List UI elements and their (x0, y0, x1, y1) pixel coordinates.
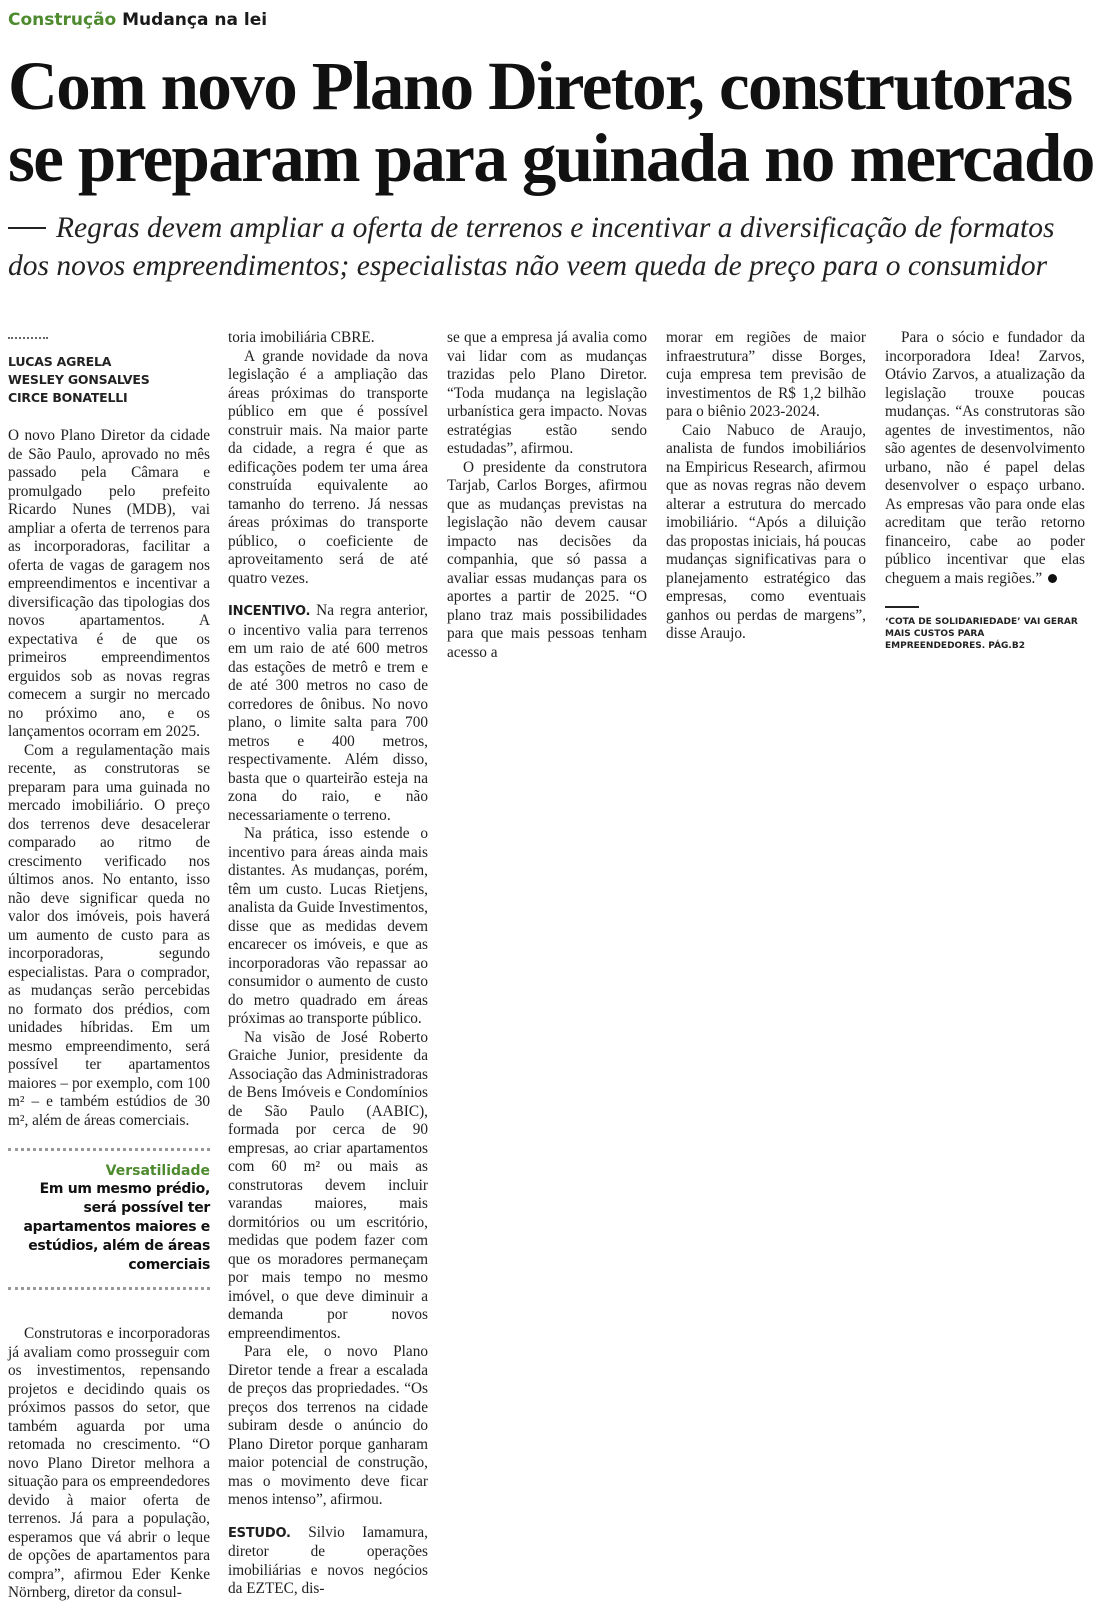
author-2[interactable]: WESLEY GONSALVES (8, 372, 150, 387)
paragraph: A grande novidade da nova legislação é a ampliação das áreas próximas do transporte público em que é possível construir mais. Na maior parte da cidade, a regra é que as edificações podem ter uma área construída equivalente ao tamanho do terreno. Já nessas áreas próximas do transporte público, o coeficiente de aproveitamento será de até quatro vezes. (228, 347, 428, 587)
dek-line-1: Regras devem ampliar a oferta de terrenos e incentivar a diversificação de formatos (56, 212, 1055, 244)
headline (8, 48, 1094, 196)
paragraph: Na visão de José Roberto Graiche Junior, presidente da Associação das Administradoras de Bens Imóveis e Condomínios de São Paulo (AABIC), formada por cerca de 90 empresas, ao criar apartamentos com 60 m² ou mais as construtoras devem incluir varandas maiores, mais dormitórios ou um escritório, medidas que podem fazer com que os moradores permaneçam por mais tempo no mesmo imóvel, o que deve diminuir a demanda por novos empreendimentos. (228, 1028, 428, 1342)
related-article-link[interactable]: ‘COTA DE SOLIDARIEDADE’ VAI GERAR MAIS CUSTOS PARA EMPREENDEDORES. PÁG.B2 (885, 617, 1078, 651)
paragraph: O novo Plano Diretor da cidade de São Paulo, aprovado no mês passado pela Câmara e promulgado pelo prefeito Ricardo Nunes (MDB), vai ampliar a oferta de terrenos para as incorporadoras, facilitar a oferta de vagas de garagem nos empreendimentos e incentivar a diversificação das tipologias dos novos apartamentos. A expectativa é de que os primeiros empreendimentos erguidos sob as novas regras comecem a surgir no mercado no próximo ano, e os lançamentos ocorram em 2025. (8, 427, 210, 740)
paragraph-text: Para o sócio e fundador da incorporadora Idea! Zarvos, Otávio Zarvos, a atualização da legislação trouxe poucas mudanças. “As construtoras são agentes de investimentos, não são agentes de desenvolvimento urbano, não é papel delas desenvolver o espaço urbano. As empresas vão para onde elas acreditam que terão retorno financeiro, cabe ao poder público incentivar que elas cheguem a mais regiões.” (885, 329, 1085, 587)
article-column-1 (8, 329, 210, 1603)
topic-label: Mudança na lei (122, 10, 268, 30)
pull-quote-divider-bottom (8, 1287, 210, 1291)
paragraph: Construtoras e incorporadoras já avaliam como prosseguir com os investimentos, repensando projetos e decidindo quais os próximos passos do setor, que também aguarda por uma retomada no crescimento. “O novo Plano Diretor melhora a situação para os empreendedores devido à maior oferta de terrenos. Já para a população, esperamos que vá abrir o leque de opções de apartamentos para compra”, afirmou Eder Kenke Nörnberg, diretor da consul- (8, 1325, 210, 1601)
headline-line-1: Com novo Plano Diretor, construtoras (8, 48, 1072, 124)
paragraph-text: Silvio Iamamura, diretor de operações imobiliárias e novos negócios da EZTEC, dis- (228, 1523, 428, 1597)
paragraph: Para ele, o novo Plano Diretor tende a frear a escalada de preços das propriedades. “Os preços dos terrenos na cidade subiram desde o anúncio do Plano Diretor porque ganharam maior potencial de construção, mas o movimento deve ficar menos intenso”, afirmou. (228, 1343, 428, 1508)
article-column-2 (228, 329, 428, 1599)
article-column-4 (666, 329, 866, 644)
article-column-3 (447, 329, 647, 662)
byline-divider (8, 337, 48, 343)
article-column-5 (885, 329, 1085, 652)
author-3[interactable]: CIRCE BONATELLI (8, 390, 128, 405)
paragraph (228, 602, 428, 825)
pull-quote-divider (8, 1148, 210, 1152)
paragraph: Com a regulamentação mais recente, as construtoras se preparam para uma guinada no mercado imobiliário. O preço dos terrenos deve desacelerar comparado ao ritmo de crescimento verificado nos últimos anos. No entanto, isso não deve significar queda no valor dos imóveis, pois haverá um aumento de custo para as incorporadoras, segundo especialistas. Para o comprador, as mudanças serão percebidas no formato dos prédios, com unidades híbridas. Em um mesmo empreendimento, será possível ter apartamentos maiores – por exemplo, com 100 m² – e também estúdios de 30 m², além de áreas comerciais. (8, 741, 210, 1129)
pull-quote (8, 1148, 210, 1291)
paragraph (885, 329, 1085, 588)
section-kicker (8, 10, 267, 30)
byline (8, 353, 210, 407)
paragraph: Caio Nabuco de Araujo, analista de fundos imobiliários na Empiricus Research, afirmou que as novas regras não devem alterar a estrutura do mercado imobiliário. “Após a diluição das propostas iniciais, há poucas mudanças significativas para o planejamento estratégico das empresas, como eventuais ganhos ou perdas de margens”, disse Araujo. (666, 421, 866, 642)
pull-quote-text: Em um mesmo prédio, será possível ter apartamentos maiores e estúdios, além de áreas comerciais (23, 1181, 210, 1273)
related-article[interactable] (885, 606, 1085, 652)
paragraph: Na prática, isso estende o incentivo para áreas ainda mais distantes. As mudanças, porém, têm um custo. Lucas Rietjens, analista da Guide Investimentos, disse que as medidas devem encarecer os imóveis, e que as incorporadoras vão repassar ao consumidor o aumento de custo do metro quadrado em áreas próximas ao transporte público. (228, 825, 428, 1027)
paragraph-text: Na regra anterior, o incentivo valia para terrenos em um raio de até 600 metros das estações de metrô e trem e de até 300 metros no caso de corredores de ônibus. No novo plano, o limite salta para 700 metros e 400 metros, respectivamente. Além disso, basta que o quarteirão esteja na zona do raio, e não necessariamente o terreno. (228, 602, 428, 824)
paragraph: se que a empresa já avalia como vai lidar com as mudanças trazidas pelo Plano Diretor. “Toda mudança na legislação urbanística gera impacto. Novas estratégias estão sendo estudadas”, afirmou. (447, 329, 647, 457)
paragraph: toria imobiliária CBRE. (228, 329, 375, 346)
subheadline (8, 209, 1086, 285)
related-divider (885, 606, 919, 608)
paragraph: O presidente da construtora Tarjab, Carlos Borges, afirmou que as mudanças previstas na legislação não devem causar impacto nas decisões da companhia, que só passa a avaliar essas mudanças para os aportes a partir de 2025. “O plano traz mais possibilidades para que mais pessoas tenham acesso a (447, 458, 647, 661)
paragraph (228, 1524, 428, 1599)
end-of-article-icon (1048, 574, 1057, 583)
subhead-estudo: ESTUDO. (228, 1525, 291, 1541)
paragraph: morar em regiões de maior infraestrutura” disse Borges, cuja empresa tem previsão de investimentos de R$ 1,2 bilhão para o biênio 2023-2024. (666, 329, 866, 420)
author-1[interactable]: LUCAS AGRELA (8, 354, 112, 369)
dek-line-2: dos novos empreendimentos; especialistas não veem queda de preço para o consumidor (8, 250, 1048, 282)
subhead-incentivo: INCENTIVO. (228, 604, 311, 619)
headline-line-2: se preparam para guinada no mercado (8, 120, 1094, 196)
section-label[interactable]: Construção (8, 10, 117, 30)
pull-quote-label: Versatilidade (105, 1163, 210, 1179)
dek-dash (8, 227, 46, 229)
